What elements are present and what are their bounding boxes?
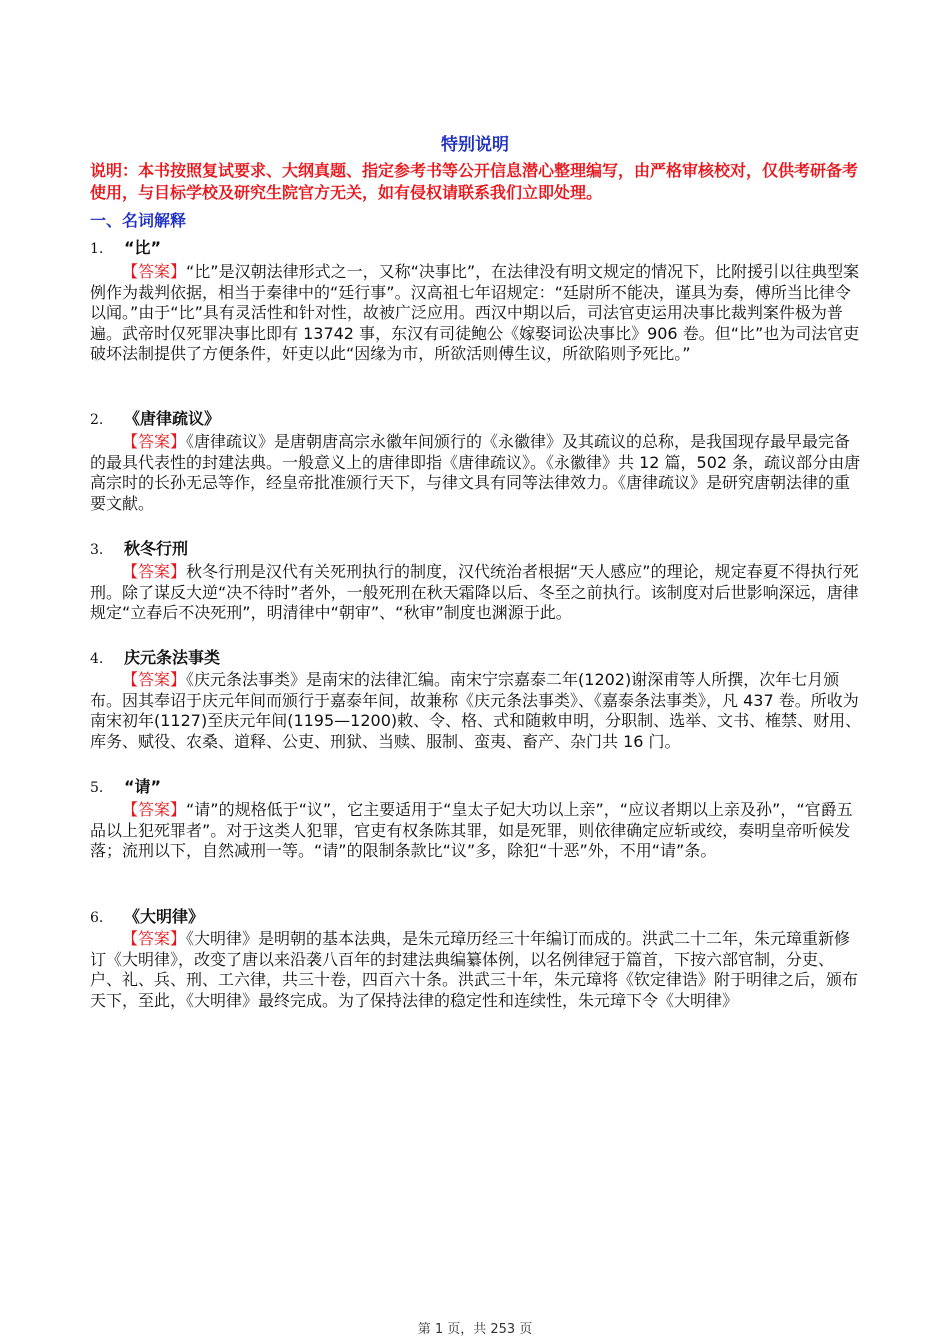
term-heading bbox=[90, 237, 161, 260]
term-name: 《唐律疏议》 bbox=[124, 409, 221, 428]
answer-text: 秋冬行刑是汉代有关死刑执行的制度，汉代统治者根据“天人感应”的理论，规定春夏不得执行死刑。除了谋反大逆“决不待时”者外，一般死刑在秋天霜降以后、冬至之前执行。该制度对后世影响深远，唐律规定“立春后不决死刑”，明清律中“朝审”、“秋审”制度也渊源于此。 bbox=[90, 562, 859, 622]
answer-text: 《唐律疏议》是唐朝唐高宗永徽年间颁行的《永徽律》及其疏议的总称，是我国现存最早最完备的最具代表性的封建法典。一般意义上的唐律即指《唐律疏议》。《永徽律》共 12 篇，502 条，疏议部分由唐高宗时的长孙无忌等作，经皇帝批准颁行天下，与律文具有同等法律效力。《唐律疏议》是研究唐朝法律的重要文献。 bbox=[90, 432, 861, 513]
term-answer bbox=[90, 800, 862, 862]
term-answer bbox=[90, 670, 862, 752]
term-answer bbox=[90, 432, 862, 514]
term-number: 5. bbox=[90, 780, 104, 796]
answer-label: 【答案】 bbox=[122, 432, 187, 451]
disclaimer-notice: 说明：本书按照复试要求、大纲真题、指定参考书等公开信息潜心整理编写，由严格审核校对，仅供考研备考使用，与目标学校及研究生院官方无关，如有侵权请联系我们立即处理。 bbox=[90, 161, 859, 202]
term-answer bbox=[90, 262, 862, 365]
term-heading bbox=[90, 538, 188, 561]
term-heading bbox=[90, 906, 204, 929]
answer-label: 【答案】 bbox=[122, 670, 187, 689]
answer-label: 【答案】 bbox=[122, 262, 187, 281]
page-title: 特别说明 bbox=[441, 135, 509, 155]
term-name: 《大明律》 bbox=[124, 907, 205, 926]
term-number: 3. bbox=[90, 542, 104, 558]
answer-text: “比”是汉朝法律形式之一，又称“决事比”，在法律没有明文规定的情况下，比附援引以往典型案例作为裁判依据，相当于秦律中的“廷行事”。汉高祖七年诏规定：“廷尉所不能决，谨具为奏，傅所当比律令以闻。”由于“比”具有灵活性和针对性，故被广泛应用。西汉中期以后，司法官吏运用决事比裁判案件极为普遍。武帝时仅死罪决事比即有 13742 事，东汉有司徒鲍公《嫁娶词讼决事比》906 卷。但“比”也为司法官吏破坏法制提供了方便条件，奸吏以此“因缘为市，所欲活则傅生议，所欲陷则予死比。” bbox=[90, 262, 860, 363]
term-number: 4. bbox=[90, 651, 104, 667]
answer-text: 《庆元条法事类》是南宋的法律汇编。南宋宁宗嘉泰二年(1202)谢深甫等人所撰，次年七月颁布。因其奉诏于庆元年间而颁行于嘉泰年间，故兼称《庆元条法事类》、《嘉泰条法事类》，凡 437 卷。所收为南宋初年(1127)至庆元年间(1195—1200)敕、令、格、式和随敕申明，分职制、选举、文书、榷禁、财用、库务、赋役、农桑、道释、公吏、刑狱、当赎、服制、蛮夷、畜产、杂门共 16 门。 bbox=[90, 670, 862, 751]
page-footer: 第 1 页，共 253 页 bbox=[417, 1322, 533, 1337]
term-answer bbox=[90, 929, 862, 1011]
term-heading bbox=[90, 647, 220, 670]
term-answer bbox=[90, 562, 862, 624]
answer-label: 【答案】 bbox=[122, 800, 187, 819]
term-name: 庆元条法事类 bbox=[124, 648, 221, 667]
section-heading: 一、名词解释 bbox=[90, 211, 187, 230]
term-number: 6. bbox=[90, 910, 104, 926]
answer-label: 【答案】 bbox=[122, 562, 187, 581]
term-heading bbox=[90, 776, 161, 799]
term-name: 秋冬行刑 bbox=[124, 539, 189, 558]
answer-label: 【答案】 bbox=[122, 929, 187, 948]
term-number: 1. bbox=[90, 241, 104, 257]
answer-text: 《大明律》是明朝的基本法典，是朱元璋历经三十年编订而成的。洪武二十二年，朱元璋重新修订《大明律》，改变了唐以来沿袭八百年的封建法典编纂体例，以名例律冠于篇首，下按六部官制，分吏、户、礼、兵、刑、工六律，共三十卷，四百六十条。洪武三十年，朱元璋将《钦定律诰》附于明律之后，颁布天下，至此，《大明律》最终完成。为了保持法律的稳定性和连续性，朱元璋下令《大明律》 bbox=[90, 929, 859, 1010]
term-name: “比” bbox=[124, 238, 162, 257]
term-number: 2. bbox=[90, 412, 104, 428]
term-name: “请” bbox=[124, 777, 162, 796]
answer-text: “请”的规格低于“议”，它主要适用于“皇太子妃大功以上亲”，“应议者期以上亲及孙”，“官爵五品以上犯死罪者”。对于这类人犯罪，官吏有权条陈其罪，如是死罪，则依律确定应斩或绞，奏明皇帝听候发落；流刑以下，自然减刑一等。“请”的限制条款比“议”多，除犯“十恶”外，不用“请”条。 bbox=[90, 800, 853, 860]
term-heading bbox=[90, 408, 220, 431]
